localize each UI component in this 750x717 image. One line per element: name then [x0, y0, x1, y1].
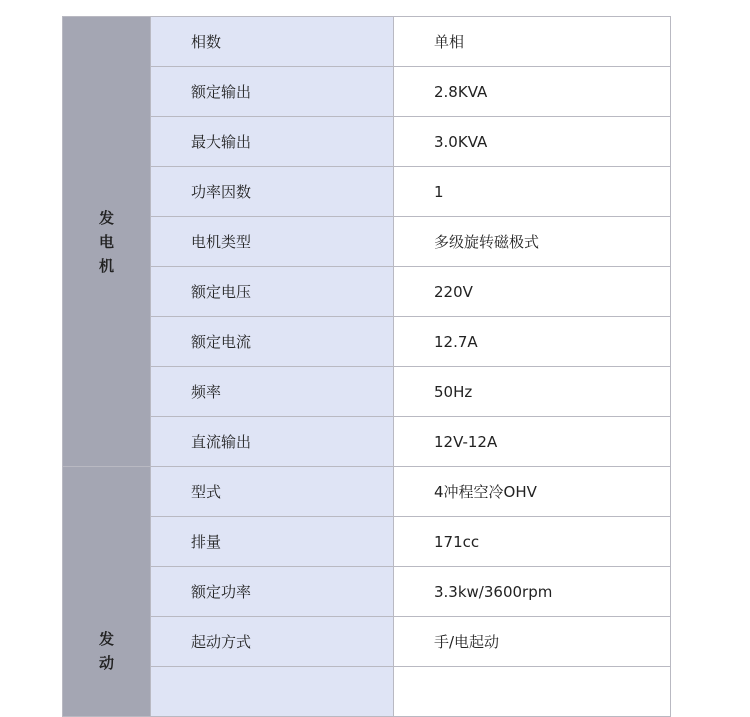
spec-value: 3.0KVA	[394, 117, 671, 167]
spec-value: 2.8KVA	[394, 67, 671, 117]
table-row	[63, 417, 671, 467]
spec-value: 单相	[394, 17, 671, 67]
spec-value: 多级旋转磁极式	[394, 217, 671, 267]
spec-value: 220V	[394, 267, 671, 317]
group-header-engine	[63, 467, 151, 717]
spec-label: 额定电压	[151, 267, 394, 317]
spec-value: 50Hz	[394, 367, 671, 417]
spec-label: 额定输出	[151, 67, 394, 117]
group-title: 发动	[98, 630, 114, 672]
spec-label: 频率	[151, 367, 394, 417]
table-row	[63, 367, 671, 417]
spec-value	[394, 667, 671, 717]
table-row	[63, 267, 671, 317]
spec-label: 排量	[151, 517, 394, 567]
spec-label: 起动方式	[151, 617, 394, 667]
spec-value: 手/电起动	[394, 617, 671, 667]
table-row	[63, 667, 671, 717]
spec-label: 电机类型	[151, 217, 394, 267]
group-header-generator	[63, 17, 151, 467]
group-title: 发电机	[98, 208, 114, 275]
spec-label	[151, 667, 394, 717]
table-row	[63, 617, 671, 667]
spec-value: 171cc	[394, 517, 671, 567]
table-row	[63, 567, 671, 617]
spec-label: 额定功率	[151, 567, 394, 617]
table-row	[63, 117, 671, 167]
table-row	[63, 467, 671, 517]
table-row	[63, 67, 671, 117]
spec-label: 功率因数	[151, 167, 394, 217]
spec-value: 3.3kw/3600rpm	[394, 567, 671, 617]
spec-table	[62, 16, 671, 717]
table-row	[63, 317, 671, 367]
spec-value: 12.7A	[394, 317, 671, 367]
spec-value: 4冲程空冷OHV	[394, 467, 671, 517]
spec-label: 型式	[151, 467, 394, 517]
spec-label: 相数	[151, 17, 394, 67]
spec-value: 12V-12A	[394, 417, 671, 467]
table-row	[63, 217, 671, 267]
table-row	[63, 167, 671, 217]
spec-label: 最大输出	[151, 117, 394, 167]
spec-value: 1	[394, 167, 671, 217]
table-row	[63, 517, 671, 567]
table-row	[63, 17, 671, 67]
spec-label: 直流输出	[151, 417, 394, 467]
spec-label: 额定电流	[151, 317, 394, 367]
